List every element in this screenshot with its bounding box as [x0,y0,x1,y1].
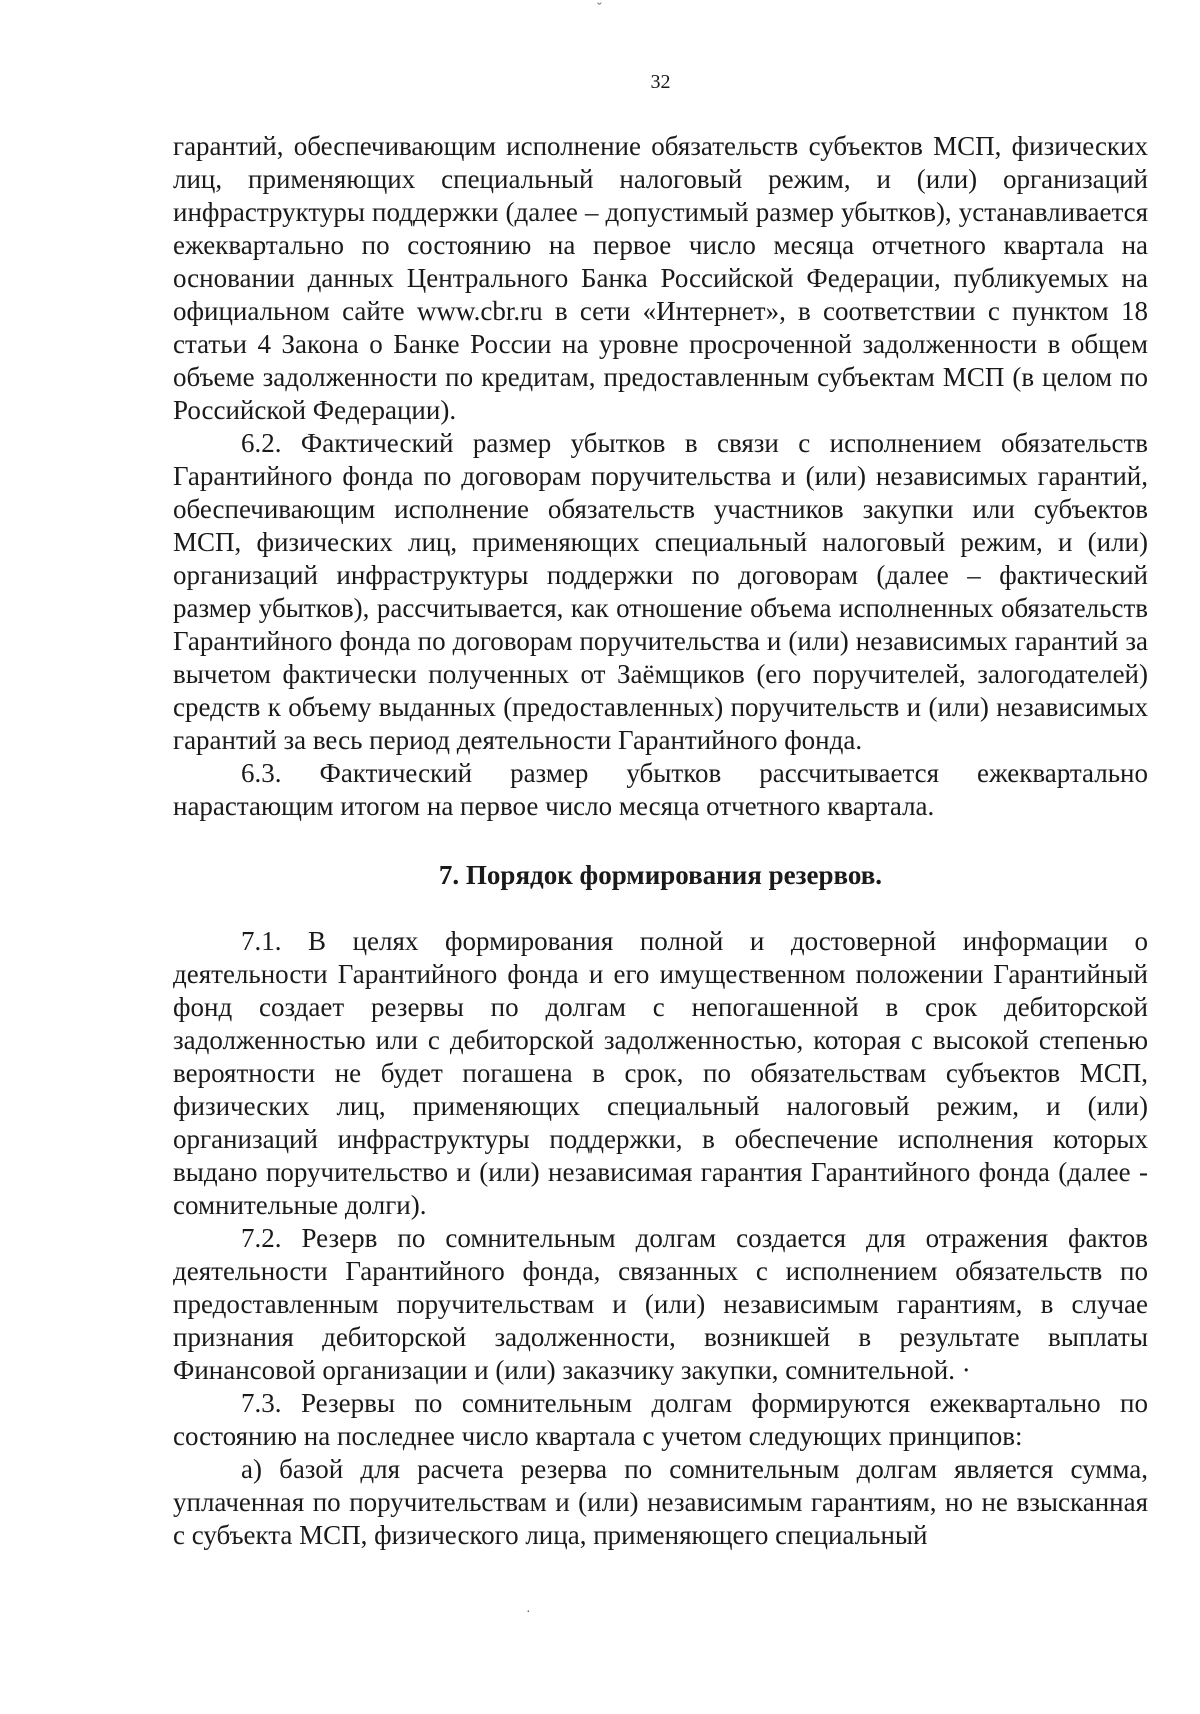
document-page [173,70,1148,1552]
page-number: 32 [650,71,671,93]
section-title: 7. Порядок формирования резервов. [438,860,883,890]
paragraph-6-2: 6.2. Фактический размер убытков в связи с исполнением обязательств Гарантийного фонда по договорам поручительства и (или) независимых гарантий, обеспечивающим исполнение обязательств участников закупки или субъектов МСП, физических лиц, применяющих специальный налоговый режим, и (или) организаций инфраструктуры поддержки по договорам (далее – фактический размер убытков), рассчитывается, как отношение объема исполненных обязательств Гарантийного фонда по договорам поручительства и (или) независимых гарантий за вычетом фактически полученных от Заёмщиков (его поручителей, залогодателей) средств к объему выданных (предоставленных) поручительств и (или) независимых гарантий за весь период деятельности Гарантийного фонда. [173,428,1148,755]
paragraph-7-3-a: а) базой для расчета резерва по сомнительным долгам является сумма, уплаченная по поручительствам и (или) независимым гарантиям, но не взысканная с субъекта МСП, физического лица, применяющего специальный [173,1454,1148,1550]
paragraph-6-3: 6.3. Фактический размер убытков рассчитывается ежеквартально нарастающим итогом на первое число месяца отчетного квартала. [173,758,1148,821]
paragraph-7-2: 7.2. Резерв по сомнительным долгам создается для отражения фактов деятельности Гарантийного фонда, связанных с исполнением обязательств по предоставленным поручительствам и (или) независимым гарантиям, в случае признания дебиторской задолженности, возникшей в результате выплаты Финансовой организации и (или) заказчику закупки, сомнительной. · [173,1223,1148,1385]
scan-speck-top: ˇ [597,1,602,16]
paragraph-7-3: 7.3. Резервы по сомнительным долгам формируются ежеквартально по состоянию на последнее число квартала с учетом следующих принципов: [173,1388,1148,1451]
scan-speck-bottom: · [526,1605,531,1620]
paragraph-7-1: 7.1. В целях формирования полной и достоверной информации о деятельности Гарантийного фонда и его имущественном положении Гарантийный фонд создает резервы по долгам с непогашенной в срок дебиторской задолженностью или с дебиторской задолженностью, которая с высокой степенью вероятности не будет погашена в срок, по обязательствам субъектов МСП, физических лиц, применяющих специальный налоговый режим, и (или) организаций инфраструктуры поддержки, в обеспечение исполнения которых выдано поручительство и (или) независимая гарантия Гарантийного фонда (далее - сомнительные долги). [173,926,1148,1220]
paragraph-continuation: гарантий, обеспечивающим исполнение обязательств субъектов МСП, физических лиц, применяющих специальный налоговый режим, и (или) организаций инфраструктуры поддержки (далее – допустимый размер убытков), устанавливается ежеквартально по состоянию на первое число месяца отчетного квартала на основании данных Центрального Банка Российской Федерации, публикуемых на официальном сайте www.cbr.ru в сети «Интернет», в соответствии с пунктом 18 статьи 4 Закона о Банке России на уровне просроченной задолженности в общем объеме задолженности по кредитам, предоставленным субъектам МСП (в целом по Российской Федерации). [173,131,1148,425]
